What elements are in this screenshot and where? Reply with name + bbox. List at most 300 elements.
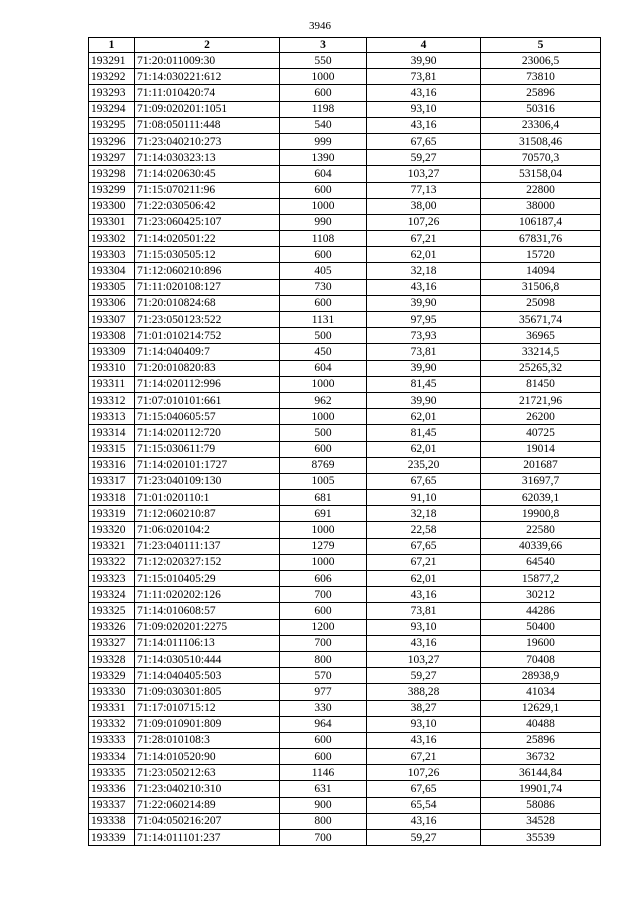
cadastral-number-cell: 71:14:030510:444 [135,651,280,667]
table-row [89,344,601,360]
table-header [89,38,601,53]
rate-cell: 235,20 [367,457,481,473]
table-row [89,668,601,684]
table-row [89,765,601,781]
cadastral-number-cell: 71:09:030301:805 [135,684,280,700]
value-cell: 26200 [481,409,601,425]
rate-cell: 81,45 [367,425,481,441]
rate-cell: 39,90 [367,53,481,69]
value-cell: 81450 [481,376,601,392]
row-number-cell: 193307 [89,312,135,328]
value-cell: 22580 [481,522,601,538]
value-cell: 22800 [481,182,601,198]
table-row [89,117,601,133]
row-number-cell: 193308 [89,328,135,344]
row-number-cell: 193327 [89,635,135,651]
table-body [89,53,601,846]
area-cell: 600 [280,441,367,457]
table-row [89,603,601,619]
rate-cell: 43,16 [367,813,481,829]
cadastral-number-cell: 71:23:050123:522 [135,312,280,328]
rate-cell: 32,18 [367,263,481,279]
value-cell: 40725 [481,425,601,441]
table-row [89,813,601,829]
area-cell: 1000 [280,554,367,570]
row-number-cell: 193310 [89,360,135,376]
row-number-cell: 193329 [89,668,135,684]
cadastral-number-cell: 71:07:010101:661 [135,392,280,408]
area-cell: 604 [280,166,367,182]
rate-cell: 62,01 [367,247,481,263]
value-cell: 25896 [481,732,601,748]
rate-cell: 67,65 [367,781,481,797]
table-row [89,133,601,149]
row-number-cell: 193335 [89,765,135,781]
value-cell: 64540 [481,554,601,570]
value-cell: 30212 [481,587,601,603]
row-number-cell: 193320 [89,522,135,538]
rate-cell: 39,90 [367,295,481,311]
value-cell: 14094 [481,263,601,279]
cadastral-number-cell: 71:08:050111:448 [135,117,280,133]
area-cell: 600 [280,85,367,101]
value-cell: 67831,76 [481,231,601,247]
rate-cell: 73,93 [367,328,481,344]
area-cell: 964 [280,716,367,732]
column-header-1: 1 [89,38,135,53]
table-row [89,166,601,182]
cadastral-number-cell: 71:14:020101:1727 [135,457,280,473]
rate-cell: 93,10 [367,716,481,732]
row-number-cell: 193292 [89,69,135,85]
cadastral-number-cell: 71:14:011101:237 [135,830,280,846]
table-row [89,538,601,554]
cadastral-number-cell: 71:09:010901:809 [135,716,280,732]
value-cell: 28938,9 [481,668,601,684]
rate-cell: 22,58 [367,522,481,538]
row-number-cell: 193311 [89,376,135,392]
cadastral-number-cell: 71:15:030611:79 [135,441,280,457]
area-cell: 500 [280,328,367,344]
cadastral-number-cell: 71:11:020202:126 [135,587,280,603]
table-row [89,150,601,166]
area-cell: 700 [280,587,367,603]
table-row [89,490,601,506]
table-row [89,376,601,392]
cadastral-number-cell: 71:11:020108:127 [135,279,280,295]
area-cell: 600 [280,749,367,765]
page-number: 3946 [309,20,331,32]
area-cell: 600 [280,603,367,619]
value-cell: 19014 [481,441,601,457]
area-cell: 1198 [280,101,367,117]
value-cell: 40339,66 [481,538,601,554]
table-row [89,797,601,813]
cadastral-number-cell: 71:14:020630:45 [135,166,280,182]
rate-cell: 59,27 [367,150,481,166]
area-cell: 691 [280,506,367,522]
cadastral-number-cell: 71:14:020112:720 [135,425,280,441]
rate-cell: 43,16 [367,587,481,603]
row-number-cell: 193313 [89,409,135,425]
value-cell: 41034 [481,684,601,700]
cadastral-number-cell: 71:15:040605:57 [135,409,280,425]
table-row [89,247,601,263]
row-number-cell: 193300 [89,198,135,214]
rate-cell: 107,26 [367,214,481,230]
value-cell: 70570,3 [481,150,601,166]
table-row [89,700,601,716]
rate-cell: 43,16 [367,85,481,101]
table-row [89,716,601,732]
cadastral-number-cell: 71:20:010824:68 [135,295,280,311]
value-cell: 73810 [481,69,601,85]
cadastral-number-cell: 71:28:010108:3 [135,732,280,748]
cadastral-number-cell: 71:14:040405:503 [135,668,280,684]
rate-cell: 93,10 [367,101,481,117]
value-cell: 36732 [481,749,601,765]
rate-cell: 59,27 [367,668,481,684]
row-number-cell: 193323 [89,571,135,587]
value-cell: 19600 [481,635,601,651]
area-cell: 450 [280,344,367,360]
table-row [89,295,601,311]
area-cell: 570 [280,668,367,684]
value-cell: 23006,5 [481,53,601,69]
cadastral-number-cell: 71:14:040409:7 [135,344,280,360]
table-row [89,571,601,587]
area-cell: 1000 [280,522,367,538]
area-cell: 631 [280,781,367,797]
area-cell: 1279 [280,538,367,554]
rate-cell: 67,65 [367,133,481,149]
row-number-cell: 193331 [89,700,135,716]
table-row [89,279,601,295]
table-row [89,409,601,425]
cadastral-number-cell: 71:23:040111:137 [135,538,280,554]
cadastral-number-cell: 71:12:060210:896 [135,263,280,279]
table-row [89,473,601,489]
rate-cell: 62,01 [367,409,481,425]
row-number-cell: 193321 [89,538,135,554]
cadastral-number-cell: 71:06:020104:2 [135,522,280,538]
cadastral-number-cell: 71:23:050212:63 [135,765,280,781]
area-cell: 1200 [280,619,367,635]
rate-cell: 73,81 [367,69,481,85]
area-cell: 606 [280,571,367,587]
area-cell: 600 [280,732,367,748]
area-cell: 1005 [280,473,367,489]
cadastral-number-cell: 71:01:010214:752 [135,328,280,344]
rate-cell: 67,21 [367,749,481,765]
area-cell: 990 [280,214,367,230]
value-cell: 70408 [481,651,601,667]
area-cell: 600 [280,247,367,263]
table-row [89,312,601,328]
cadastral-number-cell: 71:17:010715:12 [135,700,280,716]
rate-cell: 43,16 [367,635,481,651]
value-cell: 35671,74 [481,312,601,328]
table-row [89,198,601,214]
rate-cell: 43,16 [367,279,481,295]
row-number-cell: 193318 [89,490,135,506]
table-row [89,587,601,603]
value-cell: 19900,8 [481,506,601,522]
row-number-cell: 193332 [89,716,135,732]
area-cell: 700 [280,635,367,651]
table-row [89,441,601,457]
value-cell: 50400 [481,619,601,635]
area-cell: 1131 [280,312,367,328]
rate-cell: 62,01 [367,441,481,457]
area-cell: 1146 [280,765,367,781]
area-cell: 600 [280,182,367,198]
row-number-cell: 193314 [89,425,135,441]
area-cell: 1000 [280,409,367,425]
row-number-cell: 193291 [89,53,135,69]
cadastral-number-cell: 71:01:020110:1 [135,490,280,506]
row-number-cell: 193304 [89,263,135,279]
area-cell: 1000 [280,198,367,214]
row-number-cell: 193319 [89,506,135,522]
data-table [88,37,601,846]
value-cell: 25896 [481,85,601,101]
cadastral-number-cell: 71:04:050216:207 [135,813,280,829]
value-cell: 31508,46 [481,133,601,149]
value-cell: 31697,7 [481,473,601,489]
rate-cell: 65,54 [367,797,481,813]
value-cell: 106187,4 [481,214,601,230]
column-header-3: 3 [280,38,367,53]
table-row [89,69,601,85]
area-cell: 700 [280,830,367,846]
table-row [89,182,601,198]
row-number-cell: 193295 [89,117,135,133]
row-number-cell: 193306 [89,295,135,311]
area-cell: 999 [280,133,367,149]
cadastral-number-cell: 71:14:020112:996 [135,376,280,392]
value-cell: 31506,8 [481,279,601,295]
row-number-cell: 193326 [89,619,135,635]
rate-cell: 73,81 [367,603,481,619]
area-cell: 8769 [280,457,367,473]
area-cell: 500 [280,425,367,441]
table-row [89,619,601,635]
rate-cell: 97,95 [367,312,481,328]
rate-cell: 107,26 [367,765,481,781]
area-cell: 1000 [280,69,367,85]
area-cell: 1390 [280,150,367,166]
row-number-cell: 193312 [89,392,135,408]
cadastral-number-cell: 71:22:060214:89 [135,797,280,813]
area-cell: 550 [280,53,367,69]
area-cell: 977 [280,684,367,700]
rate-cell: 67,21 [367,554,481,570]
cadastral-number-cell: 71:14:010608:57 [135,603,280,619]
table-row [89,214,601,230]
cadastral-number-cell: 71:15:030505:12 [135,247,280,263]
row-number-cell: 193315 [89,441,135,457]
table-row [89,781,601,797]
row-number-cell: 193316 [89,457,135,473]
rate-cell: 43,16 [367,117,481,133]
table-row [89,651,601,667]
table-row [89,425,601,441]
rate-cell: 93,10 [367,619,481,635]
rate-cell: 59,27 [367,830,481,846]
column-header-4: 4 [367,38,481,53]
value-cell: 15877,2 [481,571,601,587]
area-cell: 330 [280,700,367,716]
row-number-cell: 193294 [89,101,135,117]
area-cell: 1000 [280,376,367,392]
row-number-cell: 193322 [89,554,135,570]
area-cell: 681 [280,490,367,506]
column-header-5: 5 [481,38,601,53]
value-cell: 25265,32 [481,360,601,376]
rate-cell: 39,90 [367,392,481,408]
value-cell: 25098 [481,295,601,311]
table-row [89,101,601,117]
rate-cell: 38,27 [367,700,481,716]
row-number-cell: 193328 [89,651,135,667]
table-row [89,263,601,279]
table-row [89,85,601,101]
column-header-2: 2 [135,38,280,53]
table-row [89,749,601,765]
row-number-cell: 193301 [89,214,135,230]
table-row [89,328,601,344]
row-number-cell: 193298 [89,166,135,182]
cadastral-number-cell: 71:14:030323:13 [135,150,280,166]
cadastral-number-cell: 71:20:010820:83 [135,360,280,376]
value-cell: 36144,84 [481,765,601,781]
table-row [89,522,601,538]
header-row [89,38,601,53]
cadastral-number-cell: 71:15:010405:29 [135,571,280,587]
value-cell: 201687 [481,457,601,473]
table-row [89,360,601,376]
rate-cell: 81,45 [367,376,481,392]
rate-cell: 43,16 [367,732,481,748]
value-cell: 33214,5 [481,344,601,360]
table-row [89,732,601,748]
row-number-cell: 193338 [89,813,135,829]
rate-cell: 32,18 [367,506,481,522]
value-cell: 23306,4 [481,117,601,133]
rate-cell: 388,28 [367,684,481,700]
row-number-cell: 193333 [89,732,135,748]
rate-cell: 67,21 [367,231,481,247]
row-number-cell: 193337 [89,797,135,813]
rate-cell: 38,00 [367,198,481,214]
area-cell: 405 [280,263,367,279]
value-cell: 35539 [481,830,601,846]
row-number-cell: 193336 [89,781,135,797]
row-number-cell: 193324 [89,587,135,603]
rate-cell: 77,13 [367,182,481,198]
table-row [89,457,601,473]
table-row [89,684,601,700]
cadastral-number-cell: 71:20:011009:30 [135,53,280,69]
row-number-cell: 193309 [89,344,135,360]
value-cell: 50316 [481,101,601,117]
rate-cell: 67,65 [367,538,481,554]
table-row [89,53,601,69]
cadastral-number-cell: 71:14:020501:22 [135,231,280,247]
row-number-cell: 193325 [89,603,135,619]
cadastral-number-cell: 71:09:020201:1051 [135,101,280,117]
row-number-cell: 193305 [89,279,135,295]
cadastral-number-cell: 71:23:040109:130 [135,473,280,489]
cadastral-number-cell: 71:14:011106:13 [135,635,280,651]
cadastral-number-cell: 71:12:060210:87 [135,506,280,522]
row-number-cell: 193296 [89,133,135,149]
cadastral-number-cell: 71:12:020327:152 [135,554,280,570]
area-cell: 1108 [280,231,367,247]
cadastral-number-cell: 71:15:070211:96 [135,182,280,198]
row-number-cell: 193297 [89,150,135,166]
table-row [89,506,601,522]
value-cell: 36965 [481,328,601,344]
value-cell: 19901,74 [481,781,601,797]
area-cell: 730 [280,279,367,295]
row-number-cell: 193299 [89,182,135,198]
area-cell: 604 [280,360,367,376]
row-number-cell: 193330 [89,684,135,700]
row-number-cell: 193339 [89,830,135,846]
area-cell: 900 [280,797,367,813]
cadastral-number-cell: 71:23:060425:107 [135,214,280,230]
cadastral-number-cell: 71:09:020201:2275 [135,619,280,635]
row-number-cell: 193334 [89,749,135,765]
table-row [89,830,601,846]
cadastral-number-cell: 71:11:010420:74 [135,85,280,101]
value-cell: 12629,1 [481,700,601,716]
value-cell: 34528 [481,813,601,829]
value-cell: 58086 [481,797,601,813]
rate-cell: 103,27 [367,651,481,667]
cadastral-number-cell: 71:23:040210:310 [135,781,280,797]
table-row [89,392,601,408]
rate-cell: 73,81 [367,344,481,360]
rate-cell: 62,01 [367,571,481,587]
value-cell: 21721,96 [481,392,601,408]
value-cell: 40488 [481,716,601,732]
area-cell: 540 [280,117,367,133]
value-cell: 38000 [481,198,601,214]
table-row [89,635,601,651]
cadastral-number-cell: 71:22:030506:42 [135,198,280,214]
table-row [89,231,601,247]
area-cell: 800 [280,813,367,829]
table-row [89,554,601,570]
cadastral-number-cell: 71:23:040210:273 [135,133,280,149]
cadastral-number-cell: 71:14:030221:612 [135,69,280,85]
value-cell: 62039,1 [481,490,601,506]
rate-cell: 39,90 [367,360,481,376]
cadastral-number-cell: 71:14:010520:90 [135,749,280,765]
value-cell: 15720 [481,247,601,263]
row-number-cell: 193302 [89,231,135,247]
area-cell: 962 [280,392,367,408]
area-cell: 800 [280,651,367,667]
row-number-cell: 193317 [89,473,135,489]
row-number-cell: 193293 [89,85,135,101]
rate-cell: 91,10 [367,490,481,506]
row-number-cell: 193303 [89,247,135,263]
rate-cell: 103,27 [367,166,481,182]
